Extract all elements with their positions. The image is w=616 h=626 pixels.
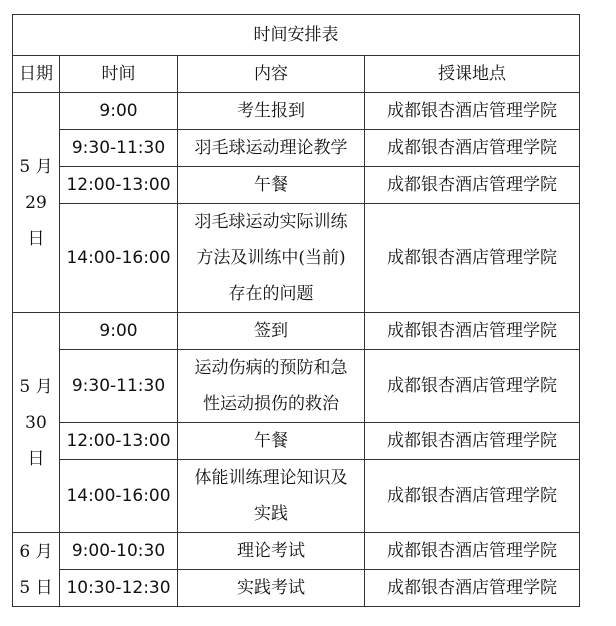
table-row (13, 533, 580, 570)
location-cell: 成都银杏酒店管理学院 (365, 204, 580, 313)
content-cell (178, 570, 365, 607)
content-cell (178, 130, 365, 167)
time-cell: 12:00-13:00 (60, 423, 178, 460)
table-row (13, 93, 580, 130)
date-month: 6 月 (19, 541, 53, 562)
date-month: 5 月 (19, 156, 53, 177)
title-row (13, 15, 580, 56)
date-cell-may-29 (13, 93, 60, 313)
content-line: 运动伤病的预防和急 (194, 358, 348, 378)
header-date: 日期 (13, 56, 60, 93)
location-cell: 成都银杏酒店管理学院 (365, 460, 580, 533)
location-cell: 成都银杏酒店管理学院 (365, 167, 580, 204)
content-cell (178, 350, 365, 423)
content-cell (178, 423, 365, 460)
header-content: 内容 (178, 56, 365, 93)
content-line: 性运动损伤的救治 (203, 394, 339, 414)
time-cell: 14:00-16:00 (60, 204, 178, 313)
location-cell: 成都银杏酒店管理学院 (365, 423, 580, 460)
table-row (13, 350, 580, 423)
date-cell-may-30 (13, 313, 60, 533)
content-line: 签到 (254, 321, 288, 341)
time-cell: 9:30-11:30 (60, 130, 178, 167)
table-row (13, 167, 580, 204)
content-line: 方法及训练中(当前) (196, 248, 346, 268)
content-line: 理论考试 (237, 541, 305, 561)
content-cell (178, 533, 365, 570)
content-cell (178, 204, 365, 313)
header-time: 时间 (60, 56, 178, 93)
date-cell-jun-5 (13, 533, 60, 607)
content-line: 实践考试 (237, 578, 305, 598)
table-row (13, 130, 580, 167)
table-row (13, 204, 580, 313)
content-cell (178, 167, 365, 204)
time-cell: 14:00-16:00 (60, 460, 178, 533)
time-cell: 9:00 (60, 93, 178, 130)
content-line: 午餐 (254, 431, 288, 451)
time-cell: 9:00 (60, 313, 178, 350)
content-cell (178, 460, 365, 533)
time-cell: 9:30-11:30 (60, 350, 178, 423)
location-cell: 成都银杏酒店管理学院 (365, 93, 580, 130)
location-cell: 成都银杏酒店管理学院 (365, 570, 580, 607)
header-location: 授课地点 (365, 56, 580, 93)
schedule-table (12, 14, 580, 607)
time-cell: 10:30-12:30 (60, 570, 178, 607)
content-line: 体能训练理论知识及 (194, 468, 348, 488)
content-cell (178, 93, 365, 130)
content-line: 考生报到 (237, 101, 305, 121)
table-row (13, 313, 580, 350)
location-cell: 成都银杏酒店管理学院 (365, 533, 580, 570)
table-row (13, 423, 580, 460)
date-day: 30 日 (25, 412, 47, 469)
location-cell: 成都银杏酒店管理学院 (365, 350, 580, 423)
table-row (13, 460, 580, 533)
content-line: 午餐 (254, 175, 288, 195)
time-cell: 9:00-10:30 (60, 533, 178, 570)
header-row (13, 56, 580, 93)
location-cell: 成都银杏酒店管理学院 (365, 130, 580, 167)
table-title: 时间安排表 (13, 15, 580, 56)
date-day: 29 日 (25, 192, 47, 249)
date-day: 5 日 (19, 577, 53, 598)
location-cell: 成都银杏酒店管理学院 (365, 313, 580, 350)
time-cell: 12:00-13:00 (60, 167, 178, 204)
content-line: 羽毛球运动理论教学 (194, 138, 348, 158)
date-month: 5 月 (19, 376, 53, 397)
content-line: 存在的问题 (228, 284, 314, 304)
content-cell (178, 313, 365, 350)
content-line: 羽毛球运动实际训练 (194, 212, 348, 232)
table-row (13, 570, 580, 607)
content-line: 实践 (254, 504, 288, 524)
